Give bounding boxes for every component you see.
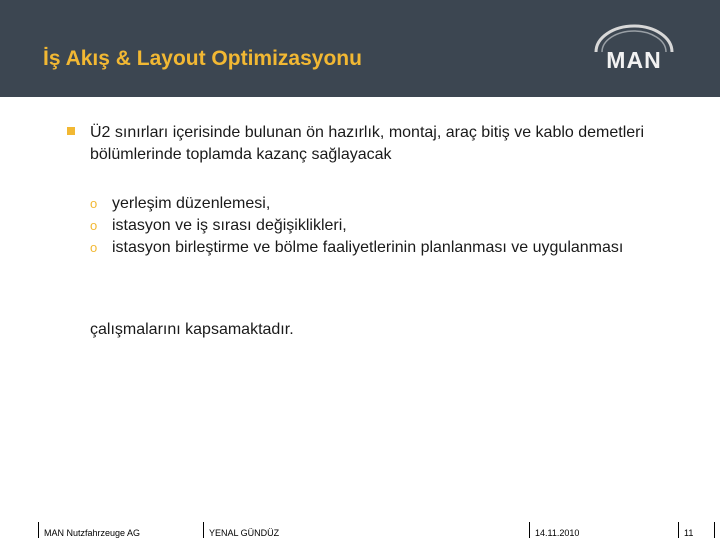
slide-footer <box>0 522 720 540</box>
footer-author: YENAL GÜNDÜZ <box>203 522 279 538</box>
sub-bullet-text: istasyon birleştirme ve bölme faaliyetlerinin planlanması ve uygulanması <box>112 239 624 256</box>
footer-date: 14.11.2010 <box>529 522 579 538</box>
slide-header <box>0 0 720 97</box>
sub-bullet-text: yerleşim düzenlemesi, <box>112 195 271 212</box>
sub-bullet-text: istasyon ve iş sırası değişiklikleri, <box>112 217 347 234</box>
sub-bullet-item <box>90 215 650 237</box>
slide-body <box>0 97 720 522</box>
footer-company: MAN Nutzfahrzeuge AG <box>38 522 140 538</box>
closing-text: çalışmalarını kapsamaktadır. <box>90 321 294 338</box>
circle-bullet-icon: o <box>90 240 98 255</box>
square-bullet-icon <box>67 127 75 135</box>
circle-bullet-icon: o <box>90 218 98 233</box>
sub-bullet-item <box>90 193 650 215</box>
sub-bullet-list <box>90 193 650 259</box>
footer-page-number: 11 <box>678 522 715 538</box>
sub-bullet-item <box>90 237 650 259</box>
man-logo-text: MAN <box>606 47 662 73</box>
main-bullet-text: Ü2 sınırları içerisinde bulunan ön hazırlık, montaj, araç bitiş ve kablo demetleri bölümlerinde toplamda kazanç sağlayacak <box>90 124 645 163</box>
circle-bullet-icon: o <box>90 196 98 211</box>
slide-title: İş Akış & Layout Optimizasyonu <box>43 47 362 70</box>
man-logo <box>588 22 680 74</box>
